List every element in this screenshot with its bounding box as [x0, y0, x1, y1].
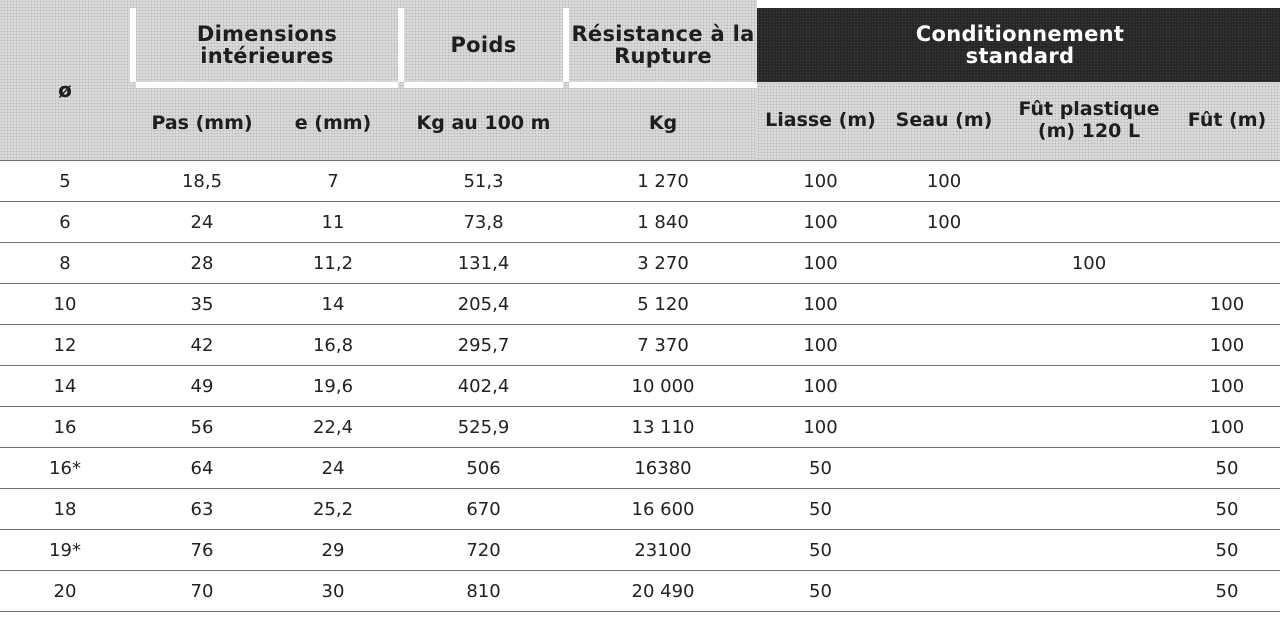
col-header-fut-plastique: Fût plastique (m) 120 L — [1018, 98, 1160, 142]
header-poids: Poids — [450, 32, 517, 57]
cell-pas: 76 — [190, 539, 214, 561]
cell-diameter: 10 — [53, 293, 77, 315]
cell-fut-plastique — [1004, 530, 1174, 570]
cell-kg-100m: 205,4 — [457, 293, 510, 315]
cell-diameter: 12 — [53, 334, 77, 356]
cell-fut: 100 — [1209, 375, 1245, 397]
cell-pas: 64 — [190, 457, 214, 479]
cell-seau: 100 — [926, 211, 962, 233]
cell-seau — [884, 407, 1004, 447]
cell-kg: 20 490 — [631, 580, 695, 602]
cell-fut: 50 — [1215, 580, 1239, 602]
col-header-e: e (mm) — [294, 112, 372, 135]
cell-kg: 16 600 — [631, 498, 695, 520]
cell-seau — [884, 448, 1004, 488]
table-row — [0, 284, 1280, 325]
cell-fut-plastique — [1004, 284, 1174, 324]
cell-seau — [884, 530, 1004, 570]
cell-kg-100m: 810 — [466, 580, 501, 602]
cell-seau — [884, 243, 1004, 283]
cell-kg-100m: 73,8 — [463, 211, 504, 233]
cell-kg: 16380 — [634, 457, 692, 479]
cell-e: 24 — [321, 457, 345, 479]
cell-e: 19,6 — [312, 375, 354, 397]
cell-seau — [884, 284, 1004, 324]
cell-kg-100m: 525,9 — [457, 416, 510, 438]
cell-kg: 5 120 — [637, 293, 689, 315]
table-row — [0, 366, 1280, 407]
cell-fut: 100 — [1209, 416, 1245, 438]
cell-e: 7 — [327, 170, 339, 192]
table-row — [0, 448, 1280, 489]
table-row — [0, 202, 1280, 243]
cell-diameter: 16* — [49, 457, 81, 479]
cell-e: 11,2 — [312, 252, 354, 274]
cell-liasse: 100 — [803, 293, 838, 315]
cell-pas: 28 — [190, 252, 214, 274]
cell-diameter: 5 — [59, 170, 71, 192]
cell-seau — [884, 571, 1004, 611]
table-row — [0, 407, 1280, 448]
cell-kg-100m: 670 — [466, 498, 501, 520]
table-row — [0, 571, 1280, 612]
cell-fut-plastique: 100 — [1071, 252, 1107, 274]
cell-diameter: 8 — [59, 252, 71, 274]
col-header-pas: Pas (mm) — [151, 112, 253, 135]
cell-fut-plastique — [1004, 202, 1174, 242]
header-resistance: Résistance à la Rupture — [571, 21, 755, 68]
cell-liasse: 50 — [809, 498, 832, 520]
cell-e: 29 — [321, 539, 345, 561]
cell-kg: 23100 — [634, 539, 692, 561]
cell-fut: 50 — [1215, 498, 1239, 520]
header-dimensions: Dimensions intérieures — [196, 21, 338, 68]
cell-kg: 13 110 — [631, 416, 695, 438]
cell-fut-plastique — [1004, 161, 1174, 201]
cell-pas: 49 — [190, 375, 214, 397]
cell-seau — [884, 366, 1004, 406]
cell-fut-plastique — [1004, 407, 1174, 447]
col-header-kg: Kg — [648, 112, 678, 135]
col-header-liasse: Liasse (m) — [765, 109, 876, 132]
cell-pas: 63 — [190, 498, 214, 520]
cell-diameter: 14 — [53, 375, 77, 397]
cell-fut-plastique — [1004, 571, 1174, 611]
cell-liasse: 100 — [803, 170, 838, 192]
cell-kg-100m: 51,3 — [463, 170, 504, 192]
cell-liasse: 100 — [803, 375, 838, 397]
col-header-fut: Fût (m) — [1187, 109, 1267, 132]
cell-liasse: 100 — [803, 416, 838, 438]
table-row — [0, 325, 1280, 366]
cell-e: 30 — [321, 580, 345, 602]
cell-liasse: 50 — [809, 457, 832, 479]
cell-kg: 10 000 — [631, 375, 695, 397]
cell-seau: 100 — [926, 170, 962, 192]
cell-fut: 50 — [1215, 539, 1239, 561]
cell-pas: 35 — [190, 293, 214, 315]
cell-seau — [884, 489, 1004, 529]
table-row — [0, 530, 1280, 571]
header-conditionnement: Conditionnement standard — [915, 21, 1125, 68]
cell-fut-plastique — [1004, 325, 1174, 365]
cell-diameter: 6 — [59, 211, 71, 233]
cell-diameter: 16 — [53, 416, 77, 438]
cell-diameter: 20 — [53, 580, 77, 602]
cell-fut-plastique — [1004, 448, 1174, 488]
cell-pas: 42 — [190, 334, 214, 356]
cell-kg: 7 370 — [637, 334, 689, 356]
table-row — [0, 489, 1280, 530]
table-row — [0, 243, 1280, 284]
cell-liasse: 100 — [803, 211, 838, 233]
cell-fut-plastique — [1004, 489, 1174, 529]
cell-pas: 70 — [190, 580, 214, 602]
cell-fut-plastique — [1004, 366, 1174, 406]
cell-pas: 18,5 — [181, 170, 223, 192]
cell-liasse: 50 — [809, 539, 832, 561]
cell-e: 14 — [321, 293, 345, 315]
cell-fut: 100 — [1209, 293, 1245, 315]
cell-fut — [1174, 161, 1280, 201]
col-header-diameter: ø — [58, 77, 72, 102]
cell-fut: 100 — [1209, 334, 1245, 356]
cell-kg-100m: 506 — [466, 457, 501, 479]
cell-kg: 3 270 — [637, 252, 689, 274]
cell-liasse: 100 — [803, 252, 838, 274]
cell-e: 16,8 — [312, 334, 354, 356]
cell-liasse: 100 — [803, 334, 838, 356]
cell-diameter: 18 — [53, 498, 77, 520]
cell-kg: 1 840 — [637, 211, 689, 233]
cell-liasse: 50 — [809, 580, 832, 602]
cell-e: 22,4 — [312, 416, 354, 438]
cell-pas: 24 — [190, 211, 214, 233]
col-header-seau: Seau (m) — [895, 109, 993, 132]
cell-pas: 56 — [190, 416, 214, 438]
cell-fut — [1174, 202, 1280, 242]
table-row — [0, 161, 1280, 202]
cell-kg-100m: 295,7 — [457, 334, 510, 356]
cell-kg: 1 270 — [637, 170, 689, 192]
cell-diameter: 19* — [49, 539, 81, 561]
cell-kg-100m: 131,4 — [457, 252, 510, 274]
cell-fut — [1174, 243, 1280, 283]
cell-e: 11 — [321, 211, 345, 233]
cell-e: 25,2 — [312, 498, 354, 520]
cell-fut: 50 — [1215, 457, 1239, 479]
cell-kg-100m: 720 — [466, 539, 501, 561]
col-header-kg100m: Kg au 100 m — [416, 112, 551, 135]
cell-kg-100m: 402,4 — [457, 375, 510, 397]
cell-seau — [884, 325, 1004, 365]
